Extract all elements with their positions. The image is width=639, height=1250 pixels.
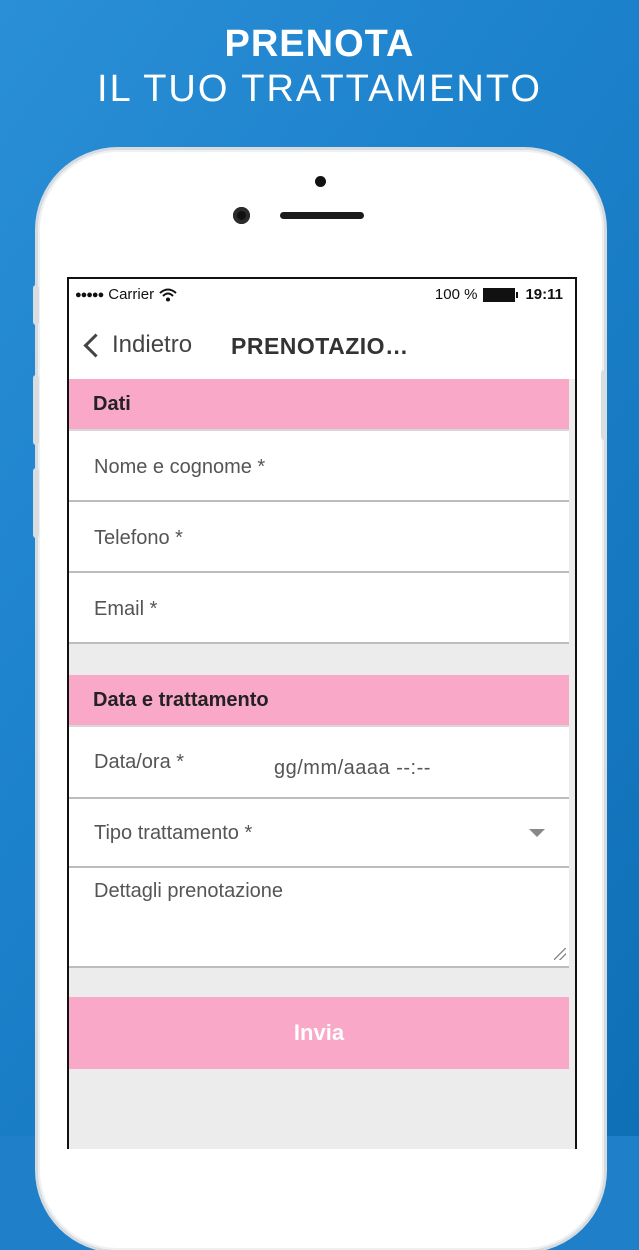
front-camera-icon [233, 207, 250, 224]
phone-mute-switch [33, 285, 39, 325]
phone-field-placeholder: Telefono * [94, 527, 183, 549]
details-textarea[interactable] [69, 868, 569, 968]
battery-percentage: 100 % [434, 286, 478, 303]
back-button[interactable] [81, 331, 192, 359]
name-field-placeholder: Nome e cognome * [94, 456, 266, 478]
wifi-icon [159, 288, 177, 302]
promo-heading [0, 22, 639, 112]
app-screen [67, 277, 577, 1149]
section-title: Dati [93, 393, 131, 415]
section-header-dati [69, 379, 569, 431]
signal-strength-icon: ●●●●● [75, 288, 104, 301]
name-field[interactable] [69, 431, 569, 502]
promo-title: PRENOTA [224, 23, 415, 65]
phone-volume-down [33, 468, 39, 538]
section-title: Data e trattamento [93, 689, 269, 711]
treatment-select[interactable] [69, 799, 569, 868]
treatment-select-placeholder: Tipo trattamento * [94, 822, 253, 844]
back-button-label: Indietro [112, 331, 193, 358]
navigation-bar [69, 309, 575, 379]
datetime-input[interactable]: gg/mm/aaaa --:-- [274, 757, 431, 779]
battery-icon [483, 288, 515, 302]
proximity-sensor [315, 176, 326, 187]
earpiece-speaker [280, 212, 364, 219]
page-title: PRENOTAZIO… [231, 333, 409, 359]
chevron-left-icon [83, 333, 107, 357]
phone-power-button [601, 370, 607, 440]
phone-volume-up [33, 375, 39, 445]
status-bar [69, 279, 575, 309]
datetime-label: Data/ora * [94, 751, 185, 773]
email-field[interactable] [69, 573, 569, 644]
section-header-data-trattamento [69, 675, 569, 727]
phone-field[interactable] [69, 502, 569, 573]
details-textarea-placeholder: Dettagli prenotazione [94, 880, 284, 902]
promo-subtitle: IL TUO TRATTAMENTO [97, 68, 542, 110]
resize-handle-icon[interactable] [554, 948, 566, 960]
clock-time: 19:11 [525, 286, 563, 303]
email-field-placeholder: Email * [94, 598, 158, 620]
carrier-name: Carrier [108, 286, 155, 303]
submit-button[interactable]: Invia [69, 997, 569, 1069]
dropdown-arrow-icon [529, 829, 545, 837]
datetime-field[interactable] [69, 727, 569, 799]
